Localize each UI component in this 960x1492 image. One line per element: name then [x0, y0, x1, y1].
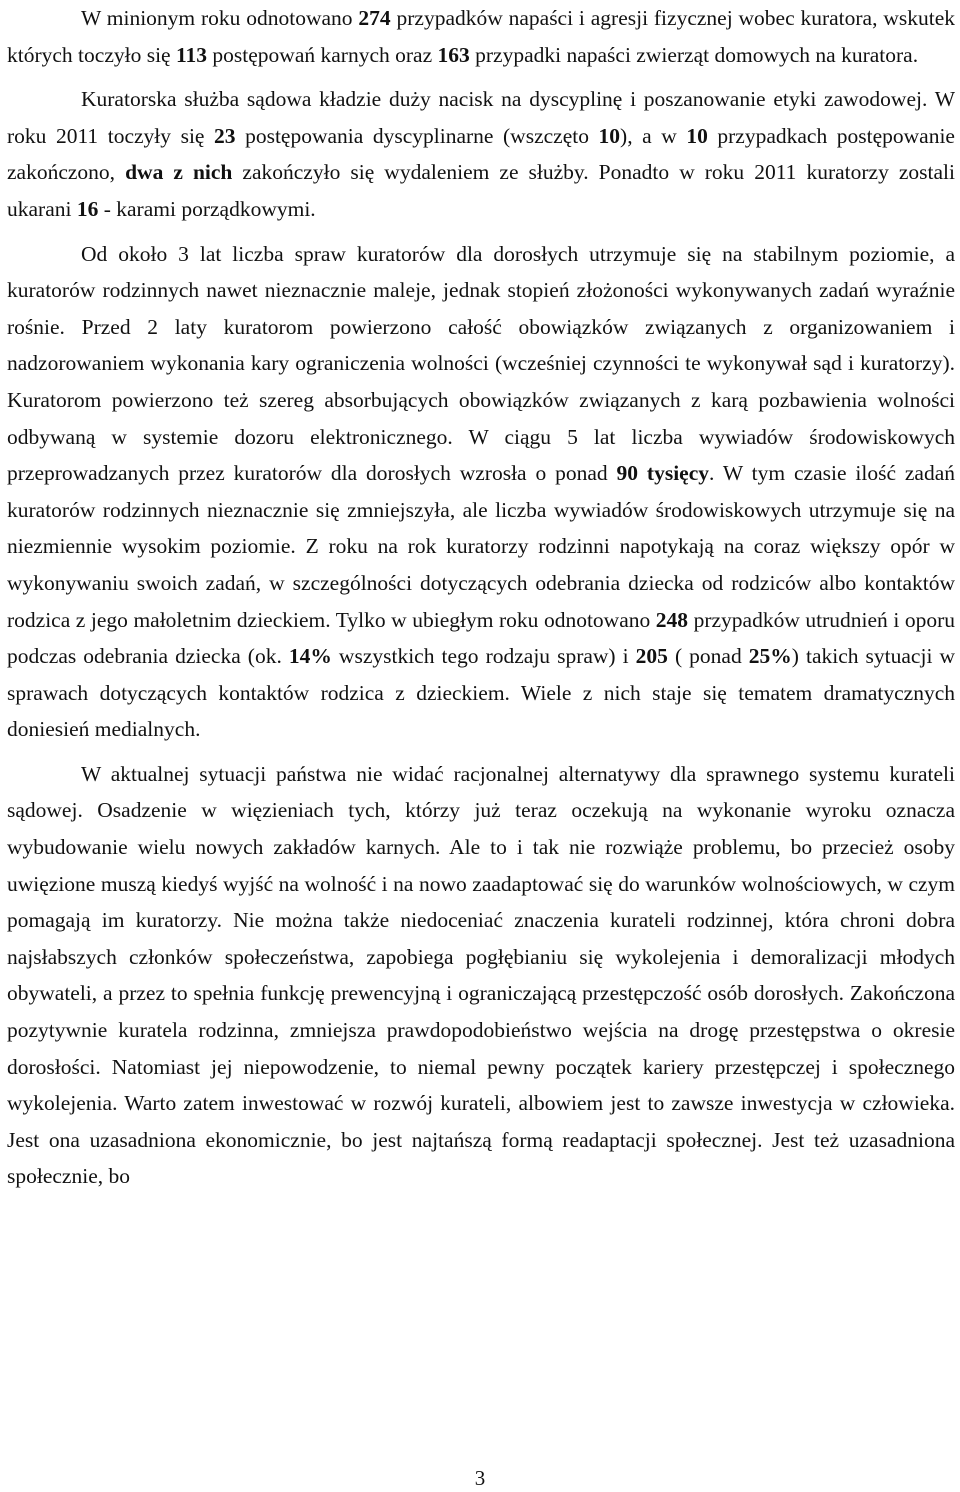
bold-text-segment: 274 [358, 6, 391, 30]
paragraph-2 [7, 81, 955, 227]
document-page [7, 0, 955, 1195]
text-segment: - karami porządkowymi. [98, 196, 316, 221]
text-segment: W aktualnej sytuacji państwa nie widać racjonalnej alternatywy dla sprawnego systemu kurateli sądowej. Osadzenie w więzieniach tych, którzy już teraz oczekują na wykonanie wyroku oznacza wybudowanie wielu nowych zakładów karnych. Ale to i tak nie rozwiąże problemu, bo przecież osoby uwięzione muszą kiedyś wyjść na wolność i na nowo zaadaptować się do warunków wolnościowych, w czym pomagają im kuratorzy. Nie można także niedoceniać znaczenia kurateli rodzinnej, która chroni dobra najsłabszych członków społeczeństwa, zapobiega pogłębianiu się wykolejenia i demoralizacji młodych obywateli, a przez to spełnia funkcję prewencyjną i ograniczającą przestępczość osób dorosłych. Zakończona pozytywnie kuratela rodzinna, zmniejsza prawdopodobieństwo wejścia na drogę przestępstwa o okresie dorosłości. Natomiast jej niepowodzenie, to niemal pewny początek kariery przestępczej i społecznego wykolejenia. Warto zatem inwestować w rozwój kurateli, albowiem jest to zawsze inwestycja w człowieka. Jest ona uzasadniona ekonomicznie, bo jest najtańszą formą readaptacji społecznej. Jest też uzasadniona społecznie, bo [7, 761, 955, 1189]
bold-text-segment: 163 [437, 42, 470, 67]
text-segment: W minionym roku odnotowano [81, 6, 359, 30]
bold-text-segment: 248 [655, 607, 689, 632]
text-segment: ), a w [620, 123, 687, 148]
bold-text-segment: dwa z nich [125, 160, 233, 185]
bold-text-segment: 113 [175, 42, 208, 67]
page-number: 3 [474, 1466, 486, 1490]
text-segment: Kuratorska służba sądowa kładzie duży nacisk na dyscyplinę i poszanowanie etyki zawodowej. W roku 2011 toczyły się [7, 87, 955, 148]
bold-text-segment: 10 [598, 123, 621, 148]
text-segment: . W tym czasie ilość zadań kuratorów rodzinnych nieznacznie się zmniejszyła, ale liczba wywiadów środowiskowych utrzymuje się na niezmiennie wysokim poziomie. Z roku na rok kuratorzy rodzinni napotykają na coraz większy opór w wykonywaniu swoich zadań, w szczególności dotyczących odebrania dziecka od rodziców albo kontaktów rodzica z jego małoletnim dzieckiem. Tylko w ubiegłym roku odnotowano [7, 461, 955, 632]
paragraph-4 [7, 756, 955, 1195]
bold-text-segment: 23 [214, 123, 236, 148]
bold-text-segment: 205 [635, 644, 668, 669]
text-segment: ) takich sytuacji w sprawach dotyczących kontaktów rodzica z dzieckiem. Wiele z nich staje się tematem dramatycznych doniesień medialnych. [7, 644, 955, 742]
text-segment: Od około 3 lat liczba spraw kuratorów dla dorosłych utrzymuje się na stabilnym poziomie, a kuratorów rodzinnych nawet nieznacznie maleje, jednak stopień złożoności wykonywanych zadań wyraźnie rośnie. Przed 2 laty kuratorom powierzono całość obowiązków związanych z organizowaniem i nadzorowaniem wykonania kary ograniczenia wolności (wcześniej czynności te wykonywał sąd i kuratorzy). Kuratorom powierzono też szereg absorbujących obowiązków związanych z karą pozbawienia wolności odbywaną w systemie dozoru elektronicznego. W ciągu 5 lat liczba wywiadów środowiskowych przeprowadzanych przez kuratorów dla dorosłych wzrosła o ponad [7, 241, 955, 486]
text-segment: wszystkich tego rodzaju spraw) i [331, 644, 636, 669]
paragraph-3 [7, 236, 955, 748]
text-segment: przypadków utrudnień i oporu podczas odebrania dziecka (ok. [7, 607, 955, 669]
bold-text-segment: 16 [76, 196, 99, 221]
bold-text-segment: 25% [748, 644, 792, 669]
paragraph-1 [7, 0, 955, 73]
text-segment: zakończyło się wydaleniem ze służby. Ponadto w roku 2011 kuratorzy zostali ukarani [7, 160, 955, 221]
text-segment: przypadków napaści i agresji fizycznej wobec kuratora, wskutek których toczyło się [7, 6, 955, 67]
bold-text-segment: 10 [686, 123, 708, 148]
text-segment: postępowania dyscyplinarne (wszczęto [235, 123, 599, 148]
bold-text-segment: 14% [288, 644, 332, 669]
text-segment: przypadki napaści zwierząt domowych na kuratora. [469, 42, 919, 67]
text-segment: przypadkach postępowanie zakończono, [7, 123, 955, 185]
bold-text-segment: 90 tysięcy [616, 461, 709, 486]
text-segment: postępowań karnych oraz [207, 42, 438, 67]
text-segment: ( ponad [667, 644, 749, 669]
